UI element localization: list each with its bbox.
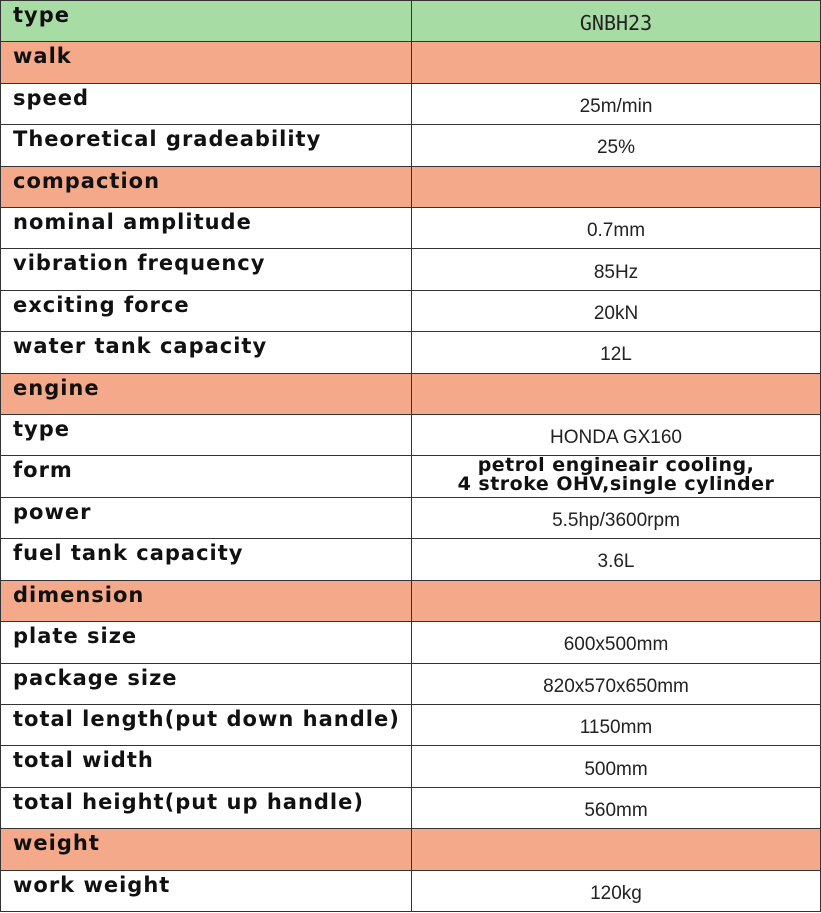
table-row [1,870,821,911]
section-title: dimension [1,580,412,621]
spec-value: 85Hz [412,249,821,290]
spec-label: total length(put down handle) [1,704,412,745]
table-row [1,456,821,497]
spec-value: petrol engineair cooling, 4 stroke OHV,single cylinder [412,456,821,497]
spec-label: exciting force [1,290,412,331]
spec-value: HONDA GX160 [412,415,821,456]
spec-value: 560mm [412,787,821,828]
spec-value: 120kg [412,870,821,911]
section-value [412,580,821,621]
table-row [1,125,821,166]
section-value [412,829,821,870]
spec-label: speed [1,83,412,124]
table-row [1,83,821,124]
section-title: walk [1,42,412,83]
spec-value: 25m/min [412,83,821,124]
section-value [412,166,821,207]
table-row [1,746,821,787]
table-row [1,622,821,663]
spec-label: water tank capacity [1,332,412,373]
section-value [412,373,821,414]
section-row [1,42,821,83]
spec-value: 3.6L [412,539,821,580]
header-label: type [1,1,412,42]
spec-label: type [1,415,412,456]
spec-label: power [1,497,412,538]
spec-label: vibration frequency [1,249,412,290]
section-row [1,166,821,207]
spec-value: 1150mm [412,704,821,745]
table-row [1,497,821,538]
spec-label: Theoretical gradeability [1,125,412,166]
table-row [1,290,821,331]
table-row [1,539,821,580]
section-title: engine [1,373,412,414]
section-row [1,373,821,414]
section-title: weight [1,829,412,870]
table-row [1,208,821,249]
spec-label: total height(put up handle) [1,787,412,828]
section-row [1,580,821,621]
spec-label: package size [1,663,412,704]
spec-table-body [1,1,821,912]
spec-value: 600x500mm [412,622,821,663]
spec-label: nominal amplitude [1,208,412,249]
table-row [1,249,821,290]
table-row [1,704,821,745]
table-row [1,663,821,704]
header-row [1,1,821,42]
spec-value: 820x570x650mm [412,663,821,704]
section-value [412,42,821,83]
spec-value: 20kN [412,290,821,331]
spec-value: 25% [412,125,821,166]
spec-label: work weight [1,870,412,911]
spec-value: 500mm [412,746,821,787]
spec-value: 12L [412,332,821,373]
section-title: compaction [1,166,412,207]
table-row [1,332,821,373]
spec-label: fuel tank capacity [1,539,412,580]
spec-value: 0.7mm [412,208,821,249]
table-row [1,415,821,456]
spec-label: form [1,456,412,497]
spec-label: plate size [1,622,412,663]
spec-label: total width [1,746,412,787]
spec-value: 5.5hp/3600rpm [412,497,821,538]
table-row [1,787,821,828]
header-value: GNBH23 [412,1,821,42]
section-row [1,829,821,870]
